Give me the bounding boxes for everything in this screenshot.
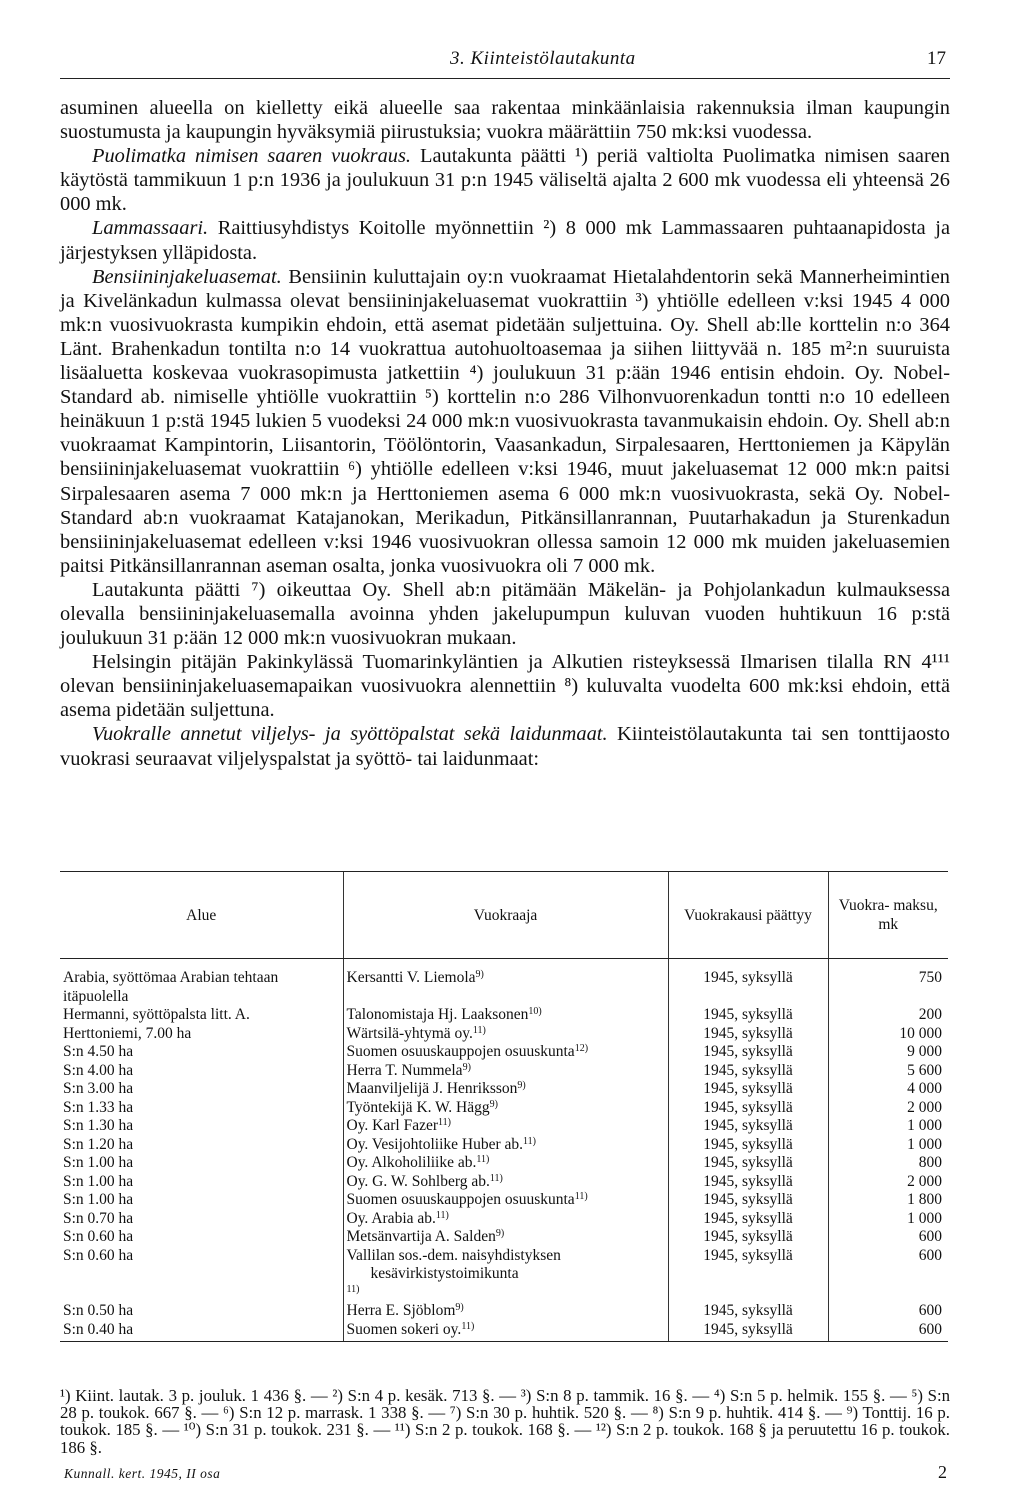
cell-vuokrakausi: 1945, syksyllä (668, 1302, 828, 1321)
cell-vuokraaja (343, 1210, 668, 1229)
table-row (60, 1154, 948, 1173)
cell-vuokramaksu: 200 (828, 1006, 948, 1025)
cell-vuokraaja (343, 1136, 668, 1155)
cell-vuokramaksu: 2 000 (828, 1173, 948, 1192)
cell-vuokrakausi: 1945, syksyllä (668, 1062, 828, 1081)
paragraph (60, 578, 950, 650)
cell-vuokrakausi: 1945, syksyllä (668, 1006, 828, 1025)
cell-alue: S:n 0.70 ha (63, 1209, 134, 1227)
cell-vuokrakausi: 1945, syksyllä (668, 1154, 828, 1173)
cell-vuokramaksu: 1 800 (828, 1191, 948, 1210)
vuokraaja-name: Oy. Alkoholiliike ab. (346, 1154, 477, 1171)
cell-alue: S:n 0.40 ha (60, 1321, 343, 1342)
cell-alue: S:n 3.00 ha (63, 1080, 134, 1097)
paragraph-text: Kiinteistölautakunta tai sen tonttijaosto vuokrasi seuraavat viljelyspalstat ja syöttö- tai laidunmaat: (60, 723, 950, 770)
cell-vuokramaksu: 750 (828, 959, 948, 1007)
cell-alue: S:n 4.50 ha (63, 1043, 134, 1060)
vuokraaja-name: Vallilan sos.-dem. naisyhdistyksen (346, 1246, 561, 1264)
cell-vuokraaja (343, 1173, 668, 1192)
cell-vuokraaja (343, 1080, 668, 1099)
footnote-ref: 9) (455, 1302, 464, 1313)
footnote-ref: 11) (461, 1320, 475, 1332)
paragraph-heading: Vuokralle annetut viljelys- ja syöttöpalstat sekä laidunmaat. (92, 723, 608, 746)
paragraph (60, 265, 950, 578)
footnote-ref: 11) (435, 1209, 449, 1221)
table-row (60, 1080, 948, 1099)
running-title: 3. Kiinteistölautakunta (450, 48, 636, 69)
footnote-ref: 12) (574, 1043, 589, 1054)
cell-vuokramaksu: 1 000 (828, 1117, 948, 1136)
cell-vuokrakausi: 1945, syksyllä (668, 1025, 828, 1044)
vuokraaja-name: Suomen osuuskauppojen osuuskunta (346, 1043, 575, 1060)
footnote-ref: 11) (489, 1172, 503, 1184)
paragraph-text: Lautakunta päätti ¹) periä valtiolta Puolimatka nimisen saaren käytöstä tammikuun 1 p:n 1936 ja joulukuun 31 p:n 1945 väliseltä ajalta 2 600 mk vuodessa eli yhteensä 26 000 mk. (60, 145, 950, 216)
table-row (60, 1191, 948, 1210)
cell-vuokrakausi: 1945, syksyllä (668, 1228, 828, 1247)
cell-alue: S:n 0.60 ha (63, 1246, 134, 1264)
publication-footer: Kunnall. kert. 1945, II osa (64, 1466, 221, 1481)
cell-vuokraaja (343, 1191, 668, 1210)
paragraph-text: asuminen alueella on kielletty eikä alueelle saa rakentaa minkäänlaisia rakennuksia ilman kaupungin suostumusta ja kaupungin hyväksymiä piirustuksia; vuokra määrättiin 750 mk:ksi vuodessa. (60, 97, 950, 144)
table-row (60, 1062, 948, 1081)
page-header (60, 48, 950, 79)
cell-vuokraaja (343, 1043, 668, 1062)
cell-vuokraaja (343, 1228, 668, 1247)
cell-alue: S:n 0.50 ha (63, 1302, 134, 1319)
cell-alue: S:n 1.00 ha (63, 1172, 134, 1190)
table-row (60, 1043, 948, 1062)
vuokraaja-name: Suomen sokeri oy. (346, 1320, 462, 1338)
table-header-row (60, 872, 948, 959)
table-row (60, 1228, 948, 1247)
cell-vuokraaja (343, 1062, 668, 1081)
cell-vuokramaksu: 800 (828, 1154, 948, 1173)
cell-vuokraaja (343, 1099, 668, 1118)
vuokraaja-name: Oy. G. W. Sohlberg ab. (346, 1172, 490, 1190)
footnote-ref: 11) (438, 1117, 451, 1128)
cell-vuokramaksu: 1 000 (828, 1210, 948, 1229)
rental-table (60, 871, 948, 1342)
footnote-ref: 9) (475, 969, 484, 980)
cell-vuokraaja (343, 1025, 668, 1044)
cell-vuokrakausi: 1945, syksyllä (668, 1173, 828, 1192)
footnotes: ¹) Kiint. lautak. 3 p. jouluk. 1 436 §. — ²) S:n 4 p. kesäk. 713 §. — ³) S:n 8 p. tammik. 16 §. — ⁴) S:n 5 p. helmik. 155 §. — ⁵) S:n 28 p. toukok. 667 §. — ⁶) S:n 12 p. marrask. 1 338 §. — ⁷) S:n 30 p. huhtik. 520 §. — ⁸) S:n 9 p. huhtik. 414 §. — ⁹) Tonttij. 16 p. toukok. 185 §. — ¹⁰) S:n 31 p. toukok. 231 §. — ¹¹) S:n 2 p. toukok. 168 §. — ¹²) S:n 2 p. toukok. 168 § ja peruutettu 16 p. toukok. 186 §. (60, 1386, 950, 1457)
cell-vuokramaksu: 600 (828, 1302, 948, 1321)
table-row (60, 1302, 948, 1321)
paragraph-heading: Lammassaari. (92, 217, 209, 240)
table-row (60, 1173, 948, 1192)
footnote-ref: 11) (476, 1154, 490, 1165)
column-header-alue: Alue (60, 872, 343, 959)
vuokraaja-name: Kersantti V. Liemola (346, 969, 476, 986)
table-row (60, 1117, 948, 1136)
body-text (60, 96, 950, 771)
footnote-ref: 9) (489, 1098, 498, 1110)
cell-vuokrakausi: 1945, syksyllä (668, 1321, 828, 1342)
cell-vuokrakausi: 1945, syksyllä (668, 1136, 828, 1155)
column-header-vuokraaja: Vuokraaja (343, 872, 668, 959)
paragraph-heading: Puolimatka nimisen saaren vuokraus. (92, 145, 412, 168)
paragraph-text: Lautakunta päätti ⁷) oikeuttaa Oy. Shell ab:n pitämään Mäkelän- ja Pohjolankadun kulmauksessa olevalla bensiininjakeluasemalla avoinna yhden jakelupumpun kuluvan vuoden huhtikuun 16 p:stä joulukuun 31 p:ään 12 000 mk:n vuosivuokran mukaan. (60, 578, 950, 650)
table-row (60, 959, 948, 1007)
paragraph (60, 96, 950, 144)
vuokraaja-name: Suomen osuuskauppojen osuuskunta (346, 1191, 575, 1208)
cell-vuokramaksu: 600 (828, 1247, 948, 1303)
vuokraaja-name: Wärtsilä-yhtymä oy. (346, 1024, 473, 1042)
cell-vuokramaksu: 600 (828, 1228, 948, 1247)
vuokraaja-name: Maanviljelijä J. Henriksson (346, 1080, 518, 1097)
cell-vuokramaksu: 9 000 (828, 1043, 948, 1062)
footnote-ref: 9) (462, 1061, 471, 1073)
cell-vuokramaksu: 10 000 (828, 1025, 948, 1044)
paragraph-text: Bensiinin kuluttajain oy:n vuokraamat Hietalahdentorin sekä Mannerheimintien ja Kivelänkadun kulmassa olevat bensiininjakeluasemat vuokrattiin ³) yhtiölle edelleen v:ksi 1945 4 000 mk:n vuosivuokrasta kumpikin ehdoin, että asemat pidetään suljettuina. Oy. Shell ab:lle korttelin n:o 364 Länt. Brahenkadun tontilta n:o 14 vuokrattua autohuoltoasemaa ja siihen liittyvää n. 185 m²:n suuruista lisäaluetta koskevaa vuokrasopimusta jatkettiin ⁴) joulukuun 31 p:ään 1946 entisin ehdoin. Oy. Nobel-Standard ab. nimiselle yhtiölle vuokrattiin ⁵) korttelin n:o 286 Vilhonvuorenkadun tontti n:o 10 edelleen heinäkuun 1 p:stä 1945 lukien 5 vuodeksi 24 000 mk:n vuosivuokrasta tavanmukaisin ehdoin. Oy. Shell ab:n vuokraamat Kampintorin, Liisantorin, Töölöntorin, Vaasankadun, Sirpalesaaren, Herttoniemen ja Käpylän bensiininjakeluasemat vuokrattiin ⁶) yhtiölle edelleen v:ksi 1946, muut jakeluasemat 12 000 mk:n paitsi Sirpalesaaren asema 7 000 mk:n ja Herttoniemen asema 6 000 mk:n vuosivuokrasta, sekä Oy. Nobel-Standard ab:n vuokraamat Katajanokan, Merikadun, Pitkänsillanrannan, Puutarhakadun ja Sturenkadun bensiininjakeluasemat edelleen v:ksi 1946 vuosivuokran ollessa samoin 12 000 mk muiden jakeluasemien paitsi Pitkänsillanrannan aseman osalta, jonka vuosivuokra oli 7 000 mk. (60, 265, 950, 577)
cell-vuokrakausi: 1945, syksyllä (668, 1247, 828, 1303)
cell-vuokramaksu: 600 (828, 1321, 948, 1342)
cell-vuokramaksu: 4 000 (828, 1080, 948, 1099)
cell-alue: S:n 1.20 ha (63, 1135, 134, 1153)
cell-vuokraaja (343, 1117, 668, 1136)
vuokraaja-name: Metsänvartija A. Salden (346, 1228, 496, 1245)
vuokraaja-name: Herra E. Sjöblom (346, 1302, 456, 1319)
cell-vuokraaja (343, 1302, 668, 1321)
cell-alue: S:n 1.00 ha (63, 1154, 134, 1171)
cell-vuokrakausi: 1945, syksyllä (668, 1080, 828, 1099)
column-header-vuokramaksu: Vuokra- maksu, mk (828, 872, 948, 959)
paragraph-text: Raittiusyhdistys Koitolle myönnettiin ²) 8 000 mk Lammassaaren puhtaanapidosta ja järjestyksen ylläpidosta. (60, 217, 950, 264)
cell-vuokrakausi: 1945, syksyllä (668, 1210, 828, 1229)
table-row (60, 1025, 948, 1044)
table-row (60, 1136, 948, 1155)
paragraph (60, 216, 950, 264)
footnote-ref: 9) (517, 1080, 526, 1091)
vuokraaja-name-line2: kesävirkistystoimikunta (370, 1265, 519, 1282)
paragraph (60, 722, 950, 770)
paragraph (60, 144, 950, 216)
cell-vuokrakausi: 1945, syksyllä (668, 1117, 828, 1136)
column-header-vuokrakausi: Vuokrakausi päättyy (668, 872, 828, 959)
footnote-ref: 10) (528, 1006, 542, 1017)
table-row (60, 1321, 948, 1342)
footnote-ref: 11) (523, 1135, 536, 1147)
cell-alue: S:n 4.00 ha (63, 1061, 134, 1079)
paragraph-heading: Bensiininjakeluasemat. (92, 265, 282, 288)
cell-vuokrakausi: 1945, syksyllä (668, 1043, 828, 1062)
cell-alue: Arabia, syöttömaa Arabian tehtaan itäpuolella (63, 969, 279, 1005)
cell-vuokraaja (343, 1006, 668, 1025)
cell-alue: Herttoniemi, 7.00 ha (63, 1024, 192, 1042)
cell-alue: Hermanni, syöttöpalsta litt. A. (63, 1006, 250, 1023)
footnote-ref: 9) (495, 1228, 505, 1239)
cell-vuokrakausi: 1945, syksyllä (668, 1099, 828, 1118)
table-row (60, 1099, 948, 1118)
cell-vuokraaja (343, 1154, 668, 1173)
vuokraaja-name: Oy. Karl Fazer (346, 1117, 439, 1134)
table-row (60, 1006, 948, 1025)
cell-vuokramaksu: 5 600 (828, 1062, 948, 1081)
cell-alue: S:n 1.00 ha (63, 1191, 134, 1208)
vuokraaja-name: Oy. Arabia ab. (346, 1209, 436, 1227)
page-number: 17 (927, 48, 946, 69)
table-row (60, 1247, 948, 1303)
footnote-ref: 11) (346, 1283, 360, 1295)
cell-vuokrakausi: 1945, syksyllä (668, 959, 828, 1007)
vuokraaja-name: Työntekijä K. W. Hägg (346, 1098, 490, 1116)
table-row (60, 1210, 948, 1229)
cell-vuokramaksu: 2 000 (828, 1099, 948, 1118)
footnote-ref: 11) (472, 1024, 486, 1036)
cell-vuokrakausi: 1945, syksyllä (668, 1191, 828, 1210)
paragraph-text: Helsingin pitäjän Pakinkylässä Tuomarinkyläntien ja Alkutien risteyksessä Ilmarisen tilalla RN 4¹¹¹ olevan bensiininjakeluasemapaikan vuosivuokra alennettiin ⁸) kuluvalta vuodelta 600 mk:ksi ehdoin, että asema pidetään suljettuna. (60, 651, 950, 722)
cell-vuokraaja (343, 959, 668, 1007)
vuokraaja-name: Oy. Vesijohtoliike Huber ab. (346, 1135, 524, 1153)
cell-alue: S:n 1.33 ha (63, 1098, 134, 1116)
cell-vuokramaksu: 1 000 (828, 1136, 948, 1155)
paragraph (60, 650, 950, 722)
signature-number: 2 (938, 1462, 947, 1482)
footnote-ref: 11) (574, 1191, 588, 1202)
cell-vuokraaja (343, 1247, 668, 1303)
vuokraaja-name: Talonomistaja Hj. Laaksonen (346, 1006, 529, 1023)
vuokraaja-name: Herra T. Nummela (346, 1061, 463, 1079)
cell-alue: S:n 0.60 ha (63, 1228, 134, 1245)
table-body (60, 959, 948, 1342)
cell-alue: S:n 1.30 ha (63, 1117, 134, 1134)
cell-vuokraaja (343, 1321, 668, 1342)
